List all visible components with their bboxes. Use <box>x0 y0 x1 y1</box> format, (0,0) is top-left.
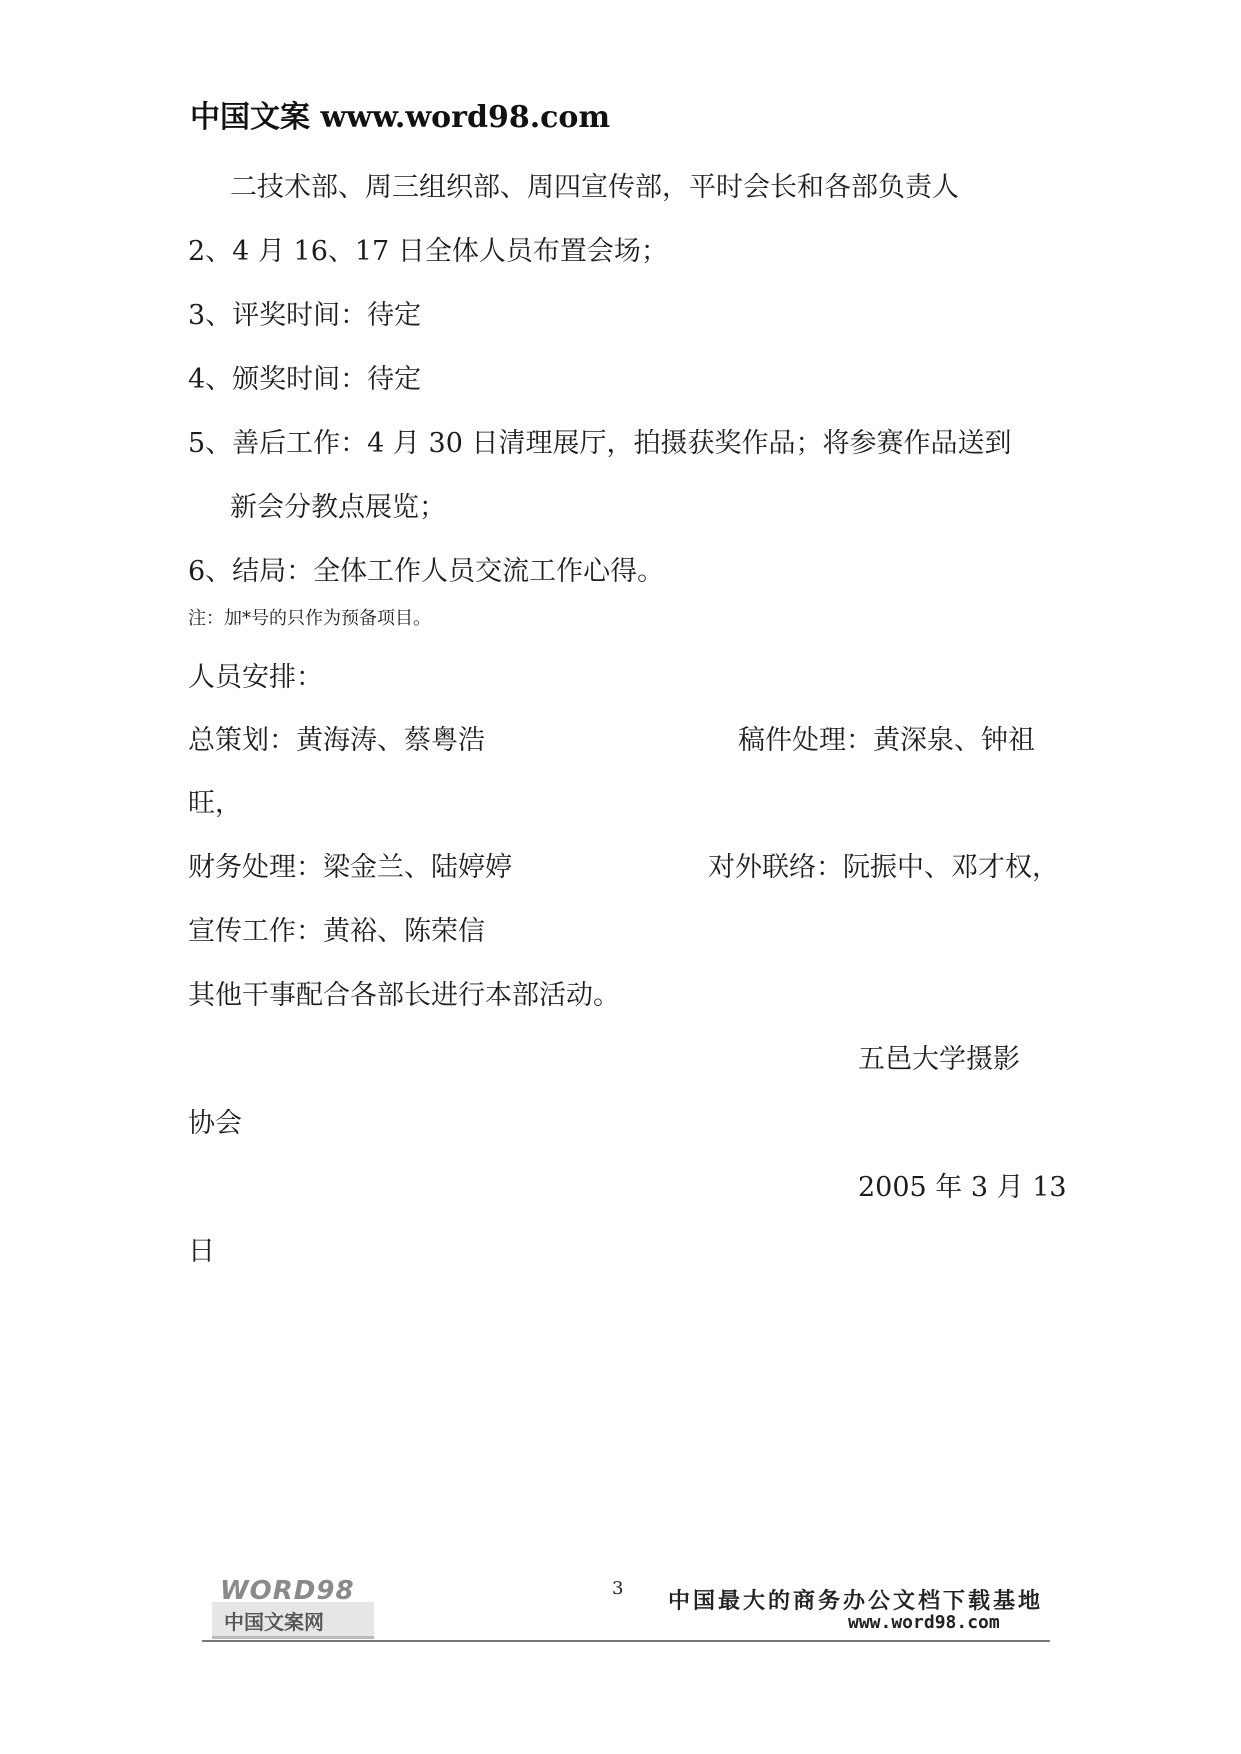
footnote: 注：加*号的只作为预备项目。 <box>188 608 431 629</box>
body-line: 二技术部、周三组织部、周四宣传部，平时会长和各部负责人 <box>230 172 959 203</box>
logo-subtitle: 中国文案网 <box>224 1610 324 1634</box>
body-line: 2、4 月 16、17 日全体人员布置会场； <box>188 236 668 267</box>
footer-divider <box>202 1640 1050 1642</box>
signature-date: 2005 年 3 月 13 <box>858 1172 1067 1203</box>
signature-org: 五邑大学摄影 <box>858 1044 1020 1075</box>
footer-url: www.word98.com <box>848 1612 1000 1633</box>
staff-others: 其他干事配合各部长进行本部活动。 <box>188 980 620 1011</box>
staff-manuscript: 稿件处理：黄深泉、钟祖 <box>738 725 1035 756</box>
footer-logo <box>212 1576 372 1638</box>
staff-planning: 总策划：黄海涛、蔡粤浩 <box>188 725 485 756</box>
signature-date-cont: 日 <box>188 1236 215 1267</box>
body-line: 新会分教点展览； <box>230 492 446 523</box>
body-line: 6、结局：全体工作人员交流工作心得。 <box>188 556 665 587</box>
body-line: 5、善后工作：4 月 30 日清理展厅，拍摄获奖作品；将参赛作品送到 <box>188 428 1012 459</box>
signature-org-cont: 协会 <box>188 1108 242 1139</box>
page-header: 中国文案 www.word98.com <box>190 100 611 135</box>
staff-finance: 财务处理：梁金兰、陆婷婷 <box>188 852 512 883</box>
body-line: 4、颁奖时间：待定 <box>188 364 422 395</box>
staff-manuscript-cont: 旺， <box>188 788 242 819</box>
staff-publicity: 宣传工作：黄裕、陈荣信 <box>188 916 485 947</box>
footer-slogan: 中国最大的商务办公文档下载基地 <box>668 1589 1044 1614</box>
page-number: 3 <box>612 1578 624 1599</box>
staff-liaison: 对外联络：阮振中、邓才权， <box>708 852 1059 883</box>
staff-heading: 人员安排： <box>188 662 323 693</box>
logo-wordmark: WORD98 <box>220 1576 355 1606</box>
body-line: 3、评奖时间：待定 <box>188 300 422 331</box>
